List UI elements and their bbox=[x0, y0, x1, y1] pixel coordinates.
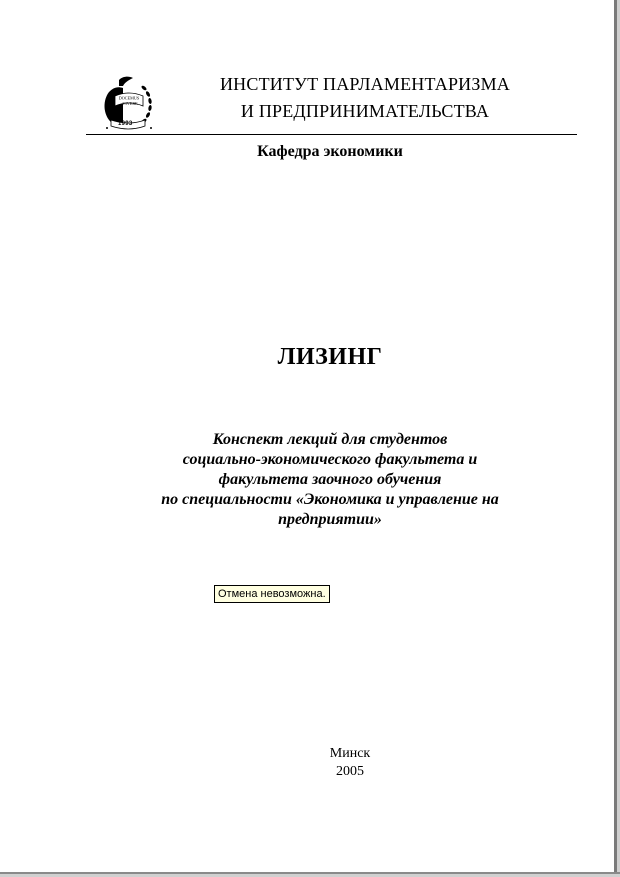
publication-year: 2005 bbox=[336, 764, 364, 779]
header-divider bbox=[86, 134, 577, 135]
undo-unavailable-tooltip: Отмена невозможна. bbox=[214, 585, 330, 603]
institute-name-line2: И ПРЕДПРИНИМАТЕЛЬСТВА bbox=[240, 101, 490, 121]
document-title: ЛИЗИНГ bbox=[277, 344, 383, 370]
department-name: Кафедра экономики bbox=[257, 143, 403, 160]
document-subtitle bbox=[105, 430, 555, 530]
logo-year: 1993 bbox=[118, 121, 133, 127]
institute-name-line1: ИНСТИТУТ ПАРЛАМЕНТАРИЗМА bbox=[219, 74, 511, 94]
subtitle-line: по специальности «Экономика и управление на bbox=[161, 491, 499, 508]
publication-city: Минск bbox=[329, 746, 371, 761]
svg-text:DOCEMUS: DOCEMUS bbox=[118, 95, 140, 101]
subtitle-line: Конспект лекций для студентов bbox=[212, 431, 448, 448]
svg-text:VIVERE: VIVERE bbox=[122, 101, 138, 106]
subtitle-line: социально-экономического факультета и bbox=[182, 451, 478, 468]
subtitle-line: факультета заочного обучения bbox=[218, 471, 442, 488]
subtitle-line: предприятии» bbox=[278, 511, 382, 528]
